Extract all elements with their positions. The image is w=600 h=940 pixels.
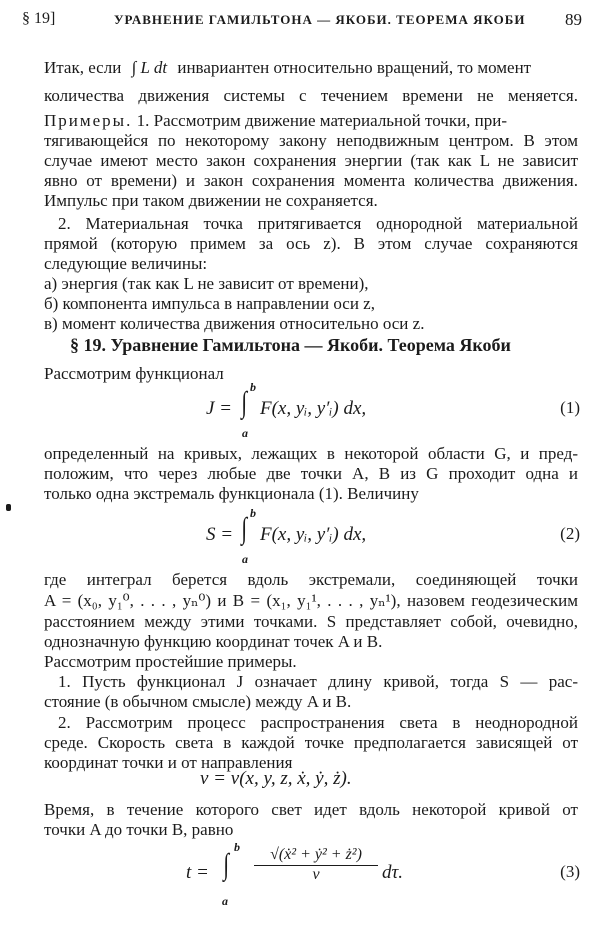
eq2-rhs: F(x, yᵢ, y′ᵢ) dx, <box>260 524 367 545</box>
eq3-number: (3) <box>560 862 580 881</box>
after-eq1-line1: определенный на кривых, лежащих в некоторой области G, и пред- <box>44 444 578 463</box>
section-heading: § 19. Уравнение Гамильтона — Якоби. Теорема Якоби <box>70 335 511 355</box>
list-item-b: б) компонента импульса в направлении оси z, <box>44 294 375 313</box>
after-eq2-line3: расстоянием между этими точками. S представляет собой, очевидно, <box>44 612 578 631</box>
list-item-a: а) энергия (так как L не зависит от времени), <box>44 274 369 293</box>
simple-examples: Рассмотрим простейшие примеры. <box>44 652 297 671</box>
example2-line3: координат точки и от направления <box>44 753 293 772</box>
p2-line1-text: 1. Рассмотрим движение материальной точки, при- <box>136 111 508 130</box>
header-section: § 19] <box>22 10 56 27</box>
eq3-tail: dτ. <box>382 862 404 883</box>
header-title: УРАВНЕНИЕ ГАМИЛЬТОНА — ЯКОБИ. ТЕОРЕМА ЯКОБИ <box>114 12 526 27</box>
p2-line3: случае имеют место закон сохранения энергии (так как L не зависит <box>44 151 578 170</box>
list-item-c: в) момент количества движения относительно оси z. <box>44 314 425 333</box>
eq2-lhs: S = <box>206 524 234 545</box>
page-number: 89 <box>565 10 582 29</box>
p3-line2: прямой (которую примем за ось z). В этом случае сохраняются <box>44 234 578 253</box>
eq2-upper-limit: b <box>250 506 256 520</box>
eq2-integral-sign: ∫ <box>241 512 247 545</box>
eq1-lower-limit: a <box>242 426 248 440</box>
p2-line5: Импульс при таком движении не сохраняется. <box>44 191 378 210</box>
after-eq1-line2: положим, что через любые две точки A, B из G проходит одна и <box>44 464 578 483</box>
p2-line1 <box>44 111 580 131</box>
time-line2: точки A до точки B, равно <box>44 820 234 839</box>
time-line1: Время, в течение которого свет идет вдоль некоторой кривой от <box>44 800 578 819</box>
eq1-lhs: J = <box>206 398 233 419</box>
eq1-integral-sign: ∫ <box>241 386 247 419</box>
p2-line4: явно от времени) и закон сохранения момента количества движения. <box>44 171 578 190</box>
eq3-denominator: v <box>312 866 320 883</box>
p2-line2: тягивающейся по некоторому закону неподвижным центром. В этом <box>44 131 578 150</box>
eq3-lower-limit: a <box>222 894 228 908</box>
after-eq2-line2: A = (x₀, y₁⁰, . . . , yₙ⁰) и B = (x₁, y₁¹, . . . , yₙ¹), назовем геодезическим <box>44 591 578 610</box>
example1-line2: стояние (в обычном смысле) между A и B. <box>44 692 352 711</box>
example2-line2: среде. Скорость света в каждой точке предполагается зависящей от <box>44 733 578 752</box>
consider-functional: Рассмотрим функционал <box>44 364 224 383</box>
p1-text-b: инвариантен относительно вращений, то момент <box>177 58 532 77</box>
p1-text-a: Итак, если <box>44 58 122 77</box>
eq1-upper-limit: b <box>250 380 256 394</box>
examples-label: Примеры. <box>44 111 133 130</box>
eq3-upper-limit: b <box>234 840 240 854</box>
after-eq1-line3: только одна экстремаль функционала (1). Величину <box>44 484 419 503</box>
p3-line1: 2. Материальная точка притягивается однородной материальной <box>58 214 578 233</box>
eq3-numerator: √(ẋ² + ẏ² + ż²) <box>254 846 378 866</box>
running-header <box>22 10 582 32</box>
eq2-lower-limit: a <box>242 552 248 566</box>
example1-line1: 1. Пусть функционал J означает длину кривой, тогда S — рас- <box>58 672 578 691</box>
after-eq2-line4: однозначную функцию координат точек A и B. <box>44 632 383 651</box>
eq3-fraction <box>254 846 378 884</box>
velocity-equation: v = v(x, y, z, ẋ, ẏ, ż). <box>200 768 352 789</box>
eq3-lhs: t = <box>186 862 209 883</box>
ink-speck <box>6 504 11 511</box>
p3-line3: следующие величины: <box>44 254 208 273</box>
p1-line2: количества движения системы с течением времени не меняется. <box>44 86 578 105</box>
eq2-number: (2) <box>560 524 580 543</box>
eq1-number: (1) <box>560 398 580 417</box>
eq1-rhs: F(x, yᵢ, y′ᵢ) dx, <box>260 398 367 419</box>
p1-integral: ∫ L dt <box>131 58 168 77</box>
after-eq2-line1: где интеграл берется вдоль экстремали, соединяющей точки <box>44 570 578 589</box>
eq3-integral-sign: ∫ <box>223 848 229 881</box>
p1-line1 <box>44 58 580 78</box>
example2-line1: 2. Рассмотрим процесс распространения света в неоднородной <box>58 713 578 732</box>
